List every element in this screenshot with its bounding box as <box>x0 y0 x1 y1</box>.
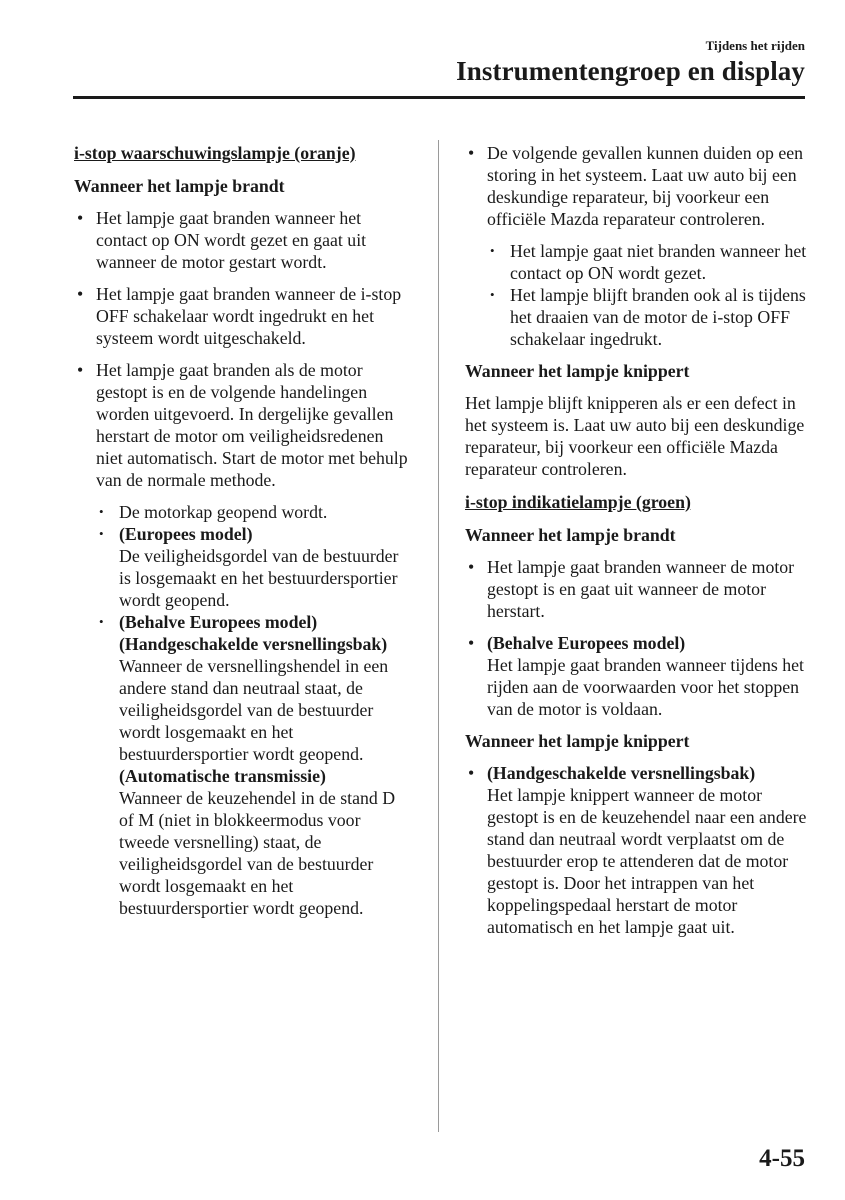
list-item: • De volgende gevallen kunnen duiden op een storing in het systeem. Laat uw auto bij een deskundige reparateur, bij voorkeur een officiële Mazda reparateur controleren. <box>465 142 810 230</box>
sub-list-item: • Het lampje gaat niet branden wanneer het contact op ON wordt gezet. <box>488 240 810 284</box>
sub-item-heading: (Automatische transmissie) <box>119 766 326 786</box>
bullet-list <box>465 762 810 938</box>
sub-list-item <box>97 611 414 919</box>
list-item <box>465 632 810 720</box>
bullet-list <box>465 142 810 230</box>
list-item-text: Het lampje knippert wanneer de motor gestopt is en de keuzehendel naar een andere stand dan neutraal wordt verplaatst om de bestuurder erop te attenderen dat de motor gestopt is. Door het intrappen van het koppelingspedaal herstart de motor automatisch en het lampje gaat uit. <box>487 785 807 937</box>
section-title-indicator-lamp: i-stop indikatielampje (groen) <box>465 492 691 512</box>
list-item: • Het lampje gaat branden wanneer de i-stop OFF schakelaar wordt ingedrukt en het systeem wordt uitgeschakeld. <box>74 283 414 349</box>
bullet-list <box>74 207 414 491</box>
running-header-section: Tijdens het rijden <box>705 38 805 53</box>
page-number: 4-55 <box>759 1145 805 1172</box>
list-item-text: • Het lampje gaat branden als de motor gestopt is en de volgende handelingen worden uitgevoerd. In dergelijke gevallen herstart de motor om veiligheidsredenen niet automatisch. Start de motor met behulp van de normale methode. <box>96 360 408 490</box>
sub-bullet-list <box>465 240 810 350</box>
list-item-heading: • (Handgeschakelde versnellingsbak) <box>487 763 756 783</box>
list-item-text: Het lampje gaat branden wanneer tijdens het rijden aan de voorwaarden voor het stoppen van de motor is voldaan. <box>487 655 804 719</box>
sub-item-text: Wanneer de versnellingshendel in een andere stand dan neutraal staat, de veiligheidsgordel van de bestuurder wordt losgemaakt en het bestuurdersportier wordt geopend. <box>119 656 389 764</box>
sub-bullet-list <box>74 501 414 919</box>
list-item: • Het lampje gaat branden wanneer het contact op ON wordt gezet en gaat uit wanneer de motor gestart wordt. <box>74 207 414 273</box>
sub-item-heading: • (Behalve Europees model) (Handgeschakelde versnellingsbak) <box>119 612 388 654</box>
list-item: • Het lampje gaat branden wanneer de motor gestopt is en gaat uit wanneer de motor herstart. <box>465 556 810 622</box>
subhead-lamp-blinks: Wanneer het lampje knippert <box>465 361 690 381</box>
subhead-lamp-on: Wanneer het lampje brandt <box>465 525 676 545</box>
list-item <box>465 762 810 938</box>
column-divider <box>438 140 439 1132</box>
list-item-heading: • (Behalve Europees model) <box>487 633 686 653</box>
subhead-lamp-blinks: Wanneer het lampje knippert <box>465 731 690 751</box>
sub-item-text: De veiligheidsgordel van de bestuurder is losgemaakt en het bestuurdersportier wordt geopend. <box>119 546 399 610</box>
sub-list-item: • De motorkap geopend wordt. <box>97 501 414 523</box>
bullet-list <box>465 556 810 720</box>
list-item <box>74 359 414 491</box>
sub-list-item: • Het lampje blijft branden ook al is tijdens het draaien van de motor de i-stop OFF schakelaar ingedrukt. <box>488 284 810 350</box>
page-title: Instrumentengroep en display <box>456 56 805 86</box>
paragraph: Het lampje blijft knipperen als er een defect in het systeem is. Laat uw auto bij een deskundige reparateur, bij voorkeur een officiële Mazda reparateur controleren. <box>465 393 805 479</box>
sub-item-heading: • (Europees model) <box>119 524 253 544</box>
sub-item-text: Wanneer de keuzehendel in de stand D of M (niet in blokkeermodus voor tweede versnelling) staat, de veiligheidsgordel van de bestuurder wordt losgemaakt en het bestuurdersportier wordt geopend. <box>119 788 396 918</box>
section-title-warning-lamp: i-stop waarschuwingslampje (oranje) <box>74 143 356 163</box>
left-column <box>74 142 414 929</box>
sub-list-item <box>97 523 414 611</box>
subhead-lamp-on: Wanneer het lampje brandt <box>74 176 285 196</box>
header-rule <box>73 96 805 99</box>
right-column <box>465 142 810 948</box>
